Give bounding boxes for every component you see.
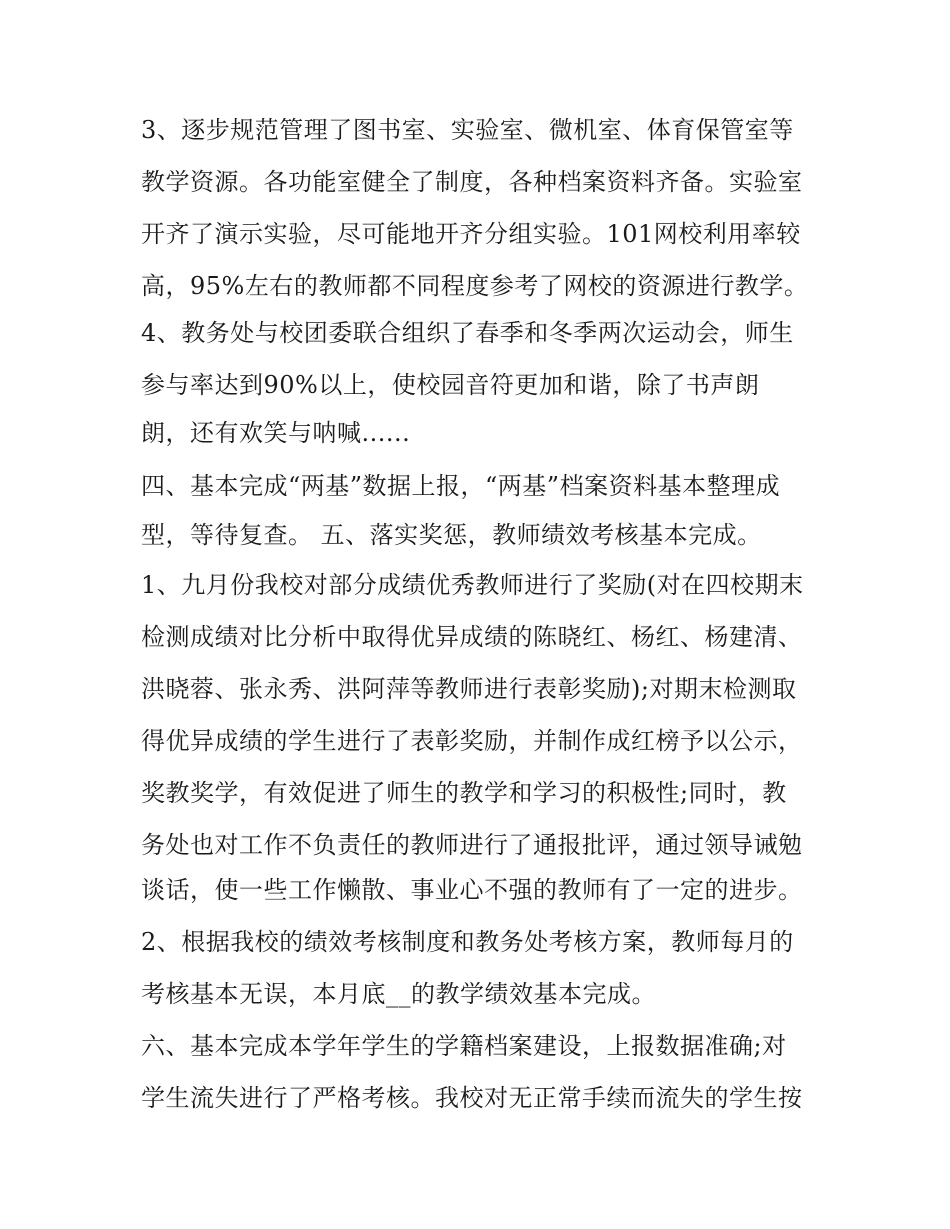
text-line: 朗，还有欢笑与呐喊...... bbox=[141, 419, 411, 447]
text-line: 四、基本完成“两基”数据上报，“两基”档案资料基本整理成 bbox=[141, 472, 781, 500]
text-line: 谈话，使一些工作懒散、事业心不强的教师有了一定的进步。 bbox=[141, 876, 803, 904]
text-line: 高，95%左右的教师都不同程度参考了网校的资源进行教学。 bbox=[141, 272, 809, 300]
text-line: 开齐了演示实验，尽可能地开齐分组实验。101网校利用率较 bbox=[141, 220, 801, 248]
text-line: 教学资源。各功能室健全了制度，各种档案资料齐备。实验室 bbox=[141, 168, 803, 196]
text-line: 洪晓蓉、张永秀、洪阿萍等教师进行表彰奖励);对期末检测取 bbox=[141, 675, 797, 703]
text-line: 奖教奖学，有效促进了师生的教学和学习的积极性;同时，教 bbox=[141, 779, 787, 807]
text-line: 1、九月份我校对部分成绩优秀教师进行了奖励(对在四校期末 bbox=[141, 571, 804, 599]
text-line: 4、教务处与校团委联合组织了春季和冬季两次运动会，师生 bbox=[141, 319, 794, 347]
text-line: 务处也对工作不负责任的教师进行了通报批评，通过领导诫勉 bbox=[141, 831, 803, 859]
text-line: 考核基本无误，本月底__的教学绩效基本完成。 bbox=[141, 980, 656, 1008]
text-line: 六、基本完成本学年学生的学籍档案建设，上报数据准确;对 bbox=[141, 1032, 787, 1060]
text-line: 型，等待复查。 五、落实奖惩，教师绩效考核基本完成。 bbox=[141, 521, 762, 549]
text-line: 2、根据我校的绩效考核制度和教务处考核方案，教师每月的 bbox=[141, 928, 794, 956]
text-line: 得优异成绩的学生进行了表彰奖励，并制作成红榜予以公示， bbox=[141, 727, 803, 755]
text-line: 检测成绩对比分析中取得优异成绩的陈晓红、杨红、杨建清、 bbox=[141, 623, 803, 651]
text-line: 参与率达到90%以上，使校园音符更加和谐，除了书声朗 bbox=[141, 371, 760, 399]
text-line: 3、逐步规范管理了图书室、实验室、微机室、体育保管室等 bbox=[141, 116, 794, 144]
text-line: 学生流失进行了严格考核。我校对无正常手续而流失的学生按 bbox=[141, 1084, 803, 1112]
